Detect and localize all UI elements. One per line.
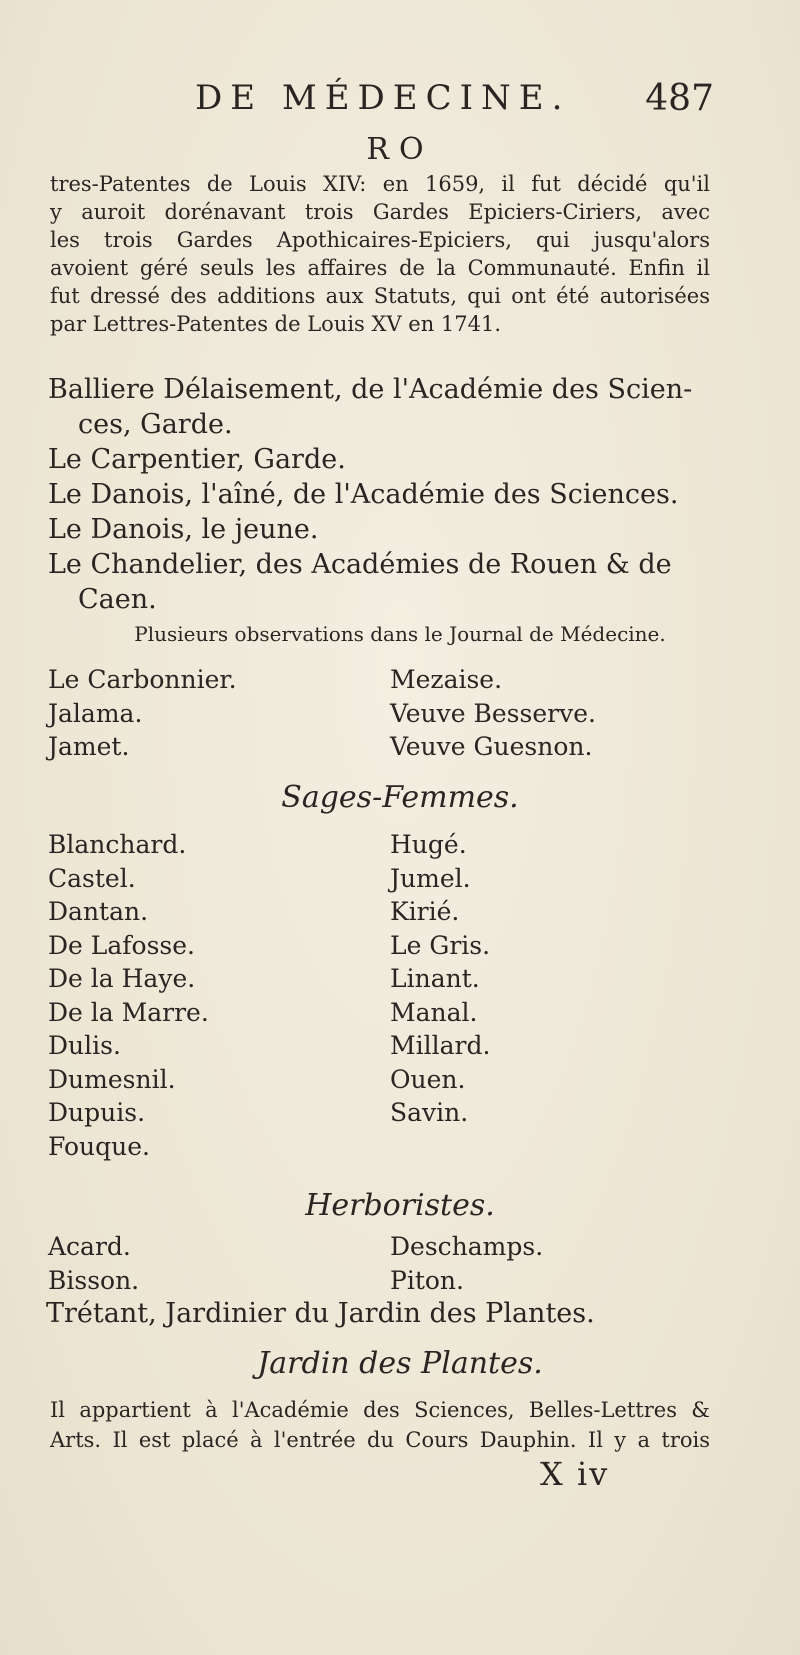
sages-femmes-list	[48, 828, 708, 1163]
intro-line: y auroit dorénavant trois Gardes Epiciers-Ciriers, avec	[50, 200, 710, 224]
list-row	[48, 929, 708, 963]
intro-line: par Lettres-Patentes de Louis XV en 1741.	[50, 312, 502, 336]
member-entry	[48, 477, 708, 512]
intro-paragraph	[50, 170, 710, 338]
jardin-heading: Jardin des Plantes.	[257, 1346, 543, 1381]
member-name: Le Chandelier, des Académies de Rouen & de	[48, 549, 672, 580]
member-entry	[48, 512, 708, 547]
list-item: Le Carbonnier.	[48, 665, 237, 694]
jardin-paragraph	[50, 1395, 710, 1455]
list-item: Piton.	[390, 1265, 464, 1295]
list-item: Ouen.	[390, 1064, 466, 1094]
list-item: Fouque.	[48, 1131, 150, 1161]
list-item: Jalama.	[48, 698, 143, 728]
list-item: Kirié.	[390, 897, 460, 926]
list-item: Jamet.	[48, 732, 130, 761]
list-row	[48, 1063, 708, 1097]
list-item: Bisson.	[48, 1265, 140, 1295]
list-row	[48, 862, 708, 896]
list-item: Le Gris.	[390, 930, 491, 960]
list-row	[48, 1029, 708, 1063]
list-row	[48, 1130, 708, 1164]
list-item: Jumel.	[390, 863, 471, 893]
herboristes-heading: Herboristes.	[305, 1188, 495, 1223]
intro-line: tres-Patentes de Louis XIV: en 1659, il fut décidé qu'il	[50, 172, 710, 196]
member-entry	[48, 547, 708, 617]
list-item: Dantan.	[48, 897, 149, 926]
list-item: Dupuis.	[48, 1098, 146, 1127]
list-item: Acard.	[48, 1232, 131, 1261]
signature-mark: X iv	[540, 1455, 610, 1493]
herboristes-list	[48, 1230, 708, 1297]
list-item: Dumesnil.	[48, 1064, 176, 1094]
list-item: Savin.	[390, 1098, 469, 1127]
list-row	[48, 996, 708, 1030]
list-row	[48, 1264, 708, 1298]
list-item: Dulis.	[48, 1031, 121, 1060]
intro-line: avoient géré seuls les affaires de la Communauté. Enfin il	[50, 256, 710, 280]
journal-note: Plusieurs observations dans le Journal de Médecine.	[134, 622, 666, 646]
list-item: Millard.	[390, 1031, 491, 1060]
gardener-entry: Trétant, Jardinier du Jardin des Plantes.	[46, 1298, 595, 1329]
page-header	[0, 78, 800, 128]
member-name: Balliere Délaisement, de l'Académie des Scien-	[48, 374, 693, 405]
intro-line: les trois Gardes Apothicaires-Epiciers, qui jusqu'alors	[50, 228, 710, 252]
member-name: Le Danois, l'aîné, de l'Académie des Sciences.	[48, 479, 679, 510]
list-item: De la Haye.	[48, 964, 196, 993]
list-row	[48, 895, 708, 929]
list-row	[48, 828, 708, 862]
list-item: De la Marre.	[48, 997, 209, 1027]
intro-line: fut dressé des additions aux Statuts, qui ont été autorisées	[50, 284, 710, 308]
member-continuation: ces, Garde.	[78, 409, 233, 440]
member-entry	[48, 372, 708, 442]
list-item: Veuve Besserve.	[390, 698, 596, 728]
page-number: 487	[645, 78, 714, 119]
member-name: Le Danois, le jeune.	[48, 514, 319, 545]
list-row	[48, 962, 708, 996]
member-continuation: Caen.	[78, 584, 157, 615]
member-name: Le Carpentier, Garde.	[48, 444, 346, 475]
list-item: De Lafosse.	[48, 930, 195, 960]
list-row	[48, 663, 708, 697]
list-item: Mezaise.	[390, 665, 503, 694]
running-title: DE MÉDECINE.	[195, 78, 571, 118]
list-row	[48, 697, 708, 731]
list-row	[48, 1096, 708, 1130]
list-item: Veuve Guesnon.	[390, 732, 593, 761]
sages-femmes-heading: Sages-Femmes.	[281, 780, 519, 815]
list-item: Linant.	[390, 964, 480, 993]
jardin-line: Arts. Il est placé à l'entrée du Cours Dauphin. Il y a trois	[50, 1428, 710, 1452]
list-item: Deschamps.	[390, 1232, 544, 1261]
list-row	[48, 730, 708, 764]
jardin-line: Il appartient à l'Académie des Sciences, Belles-Lettres &	[50, 1398, 710, 1422]
list-row	[48, 1230, 708, 1264]
list-item: Blanchard.	[48, 830, 187, 859]
list-item: Manal.	[390, 997, 478, 1027]
catch-letters: RO	[366, 132, 434, 167]
list-item: Hugé.	[390, 830, 467, 859]
member-list	[48, 372, 708, 617]
member-entry	[48, 442, 708, 477]
apothecary-list	[48, 663, 708, 764]
list-item: Castel.	[48, 863, 136, 893]
